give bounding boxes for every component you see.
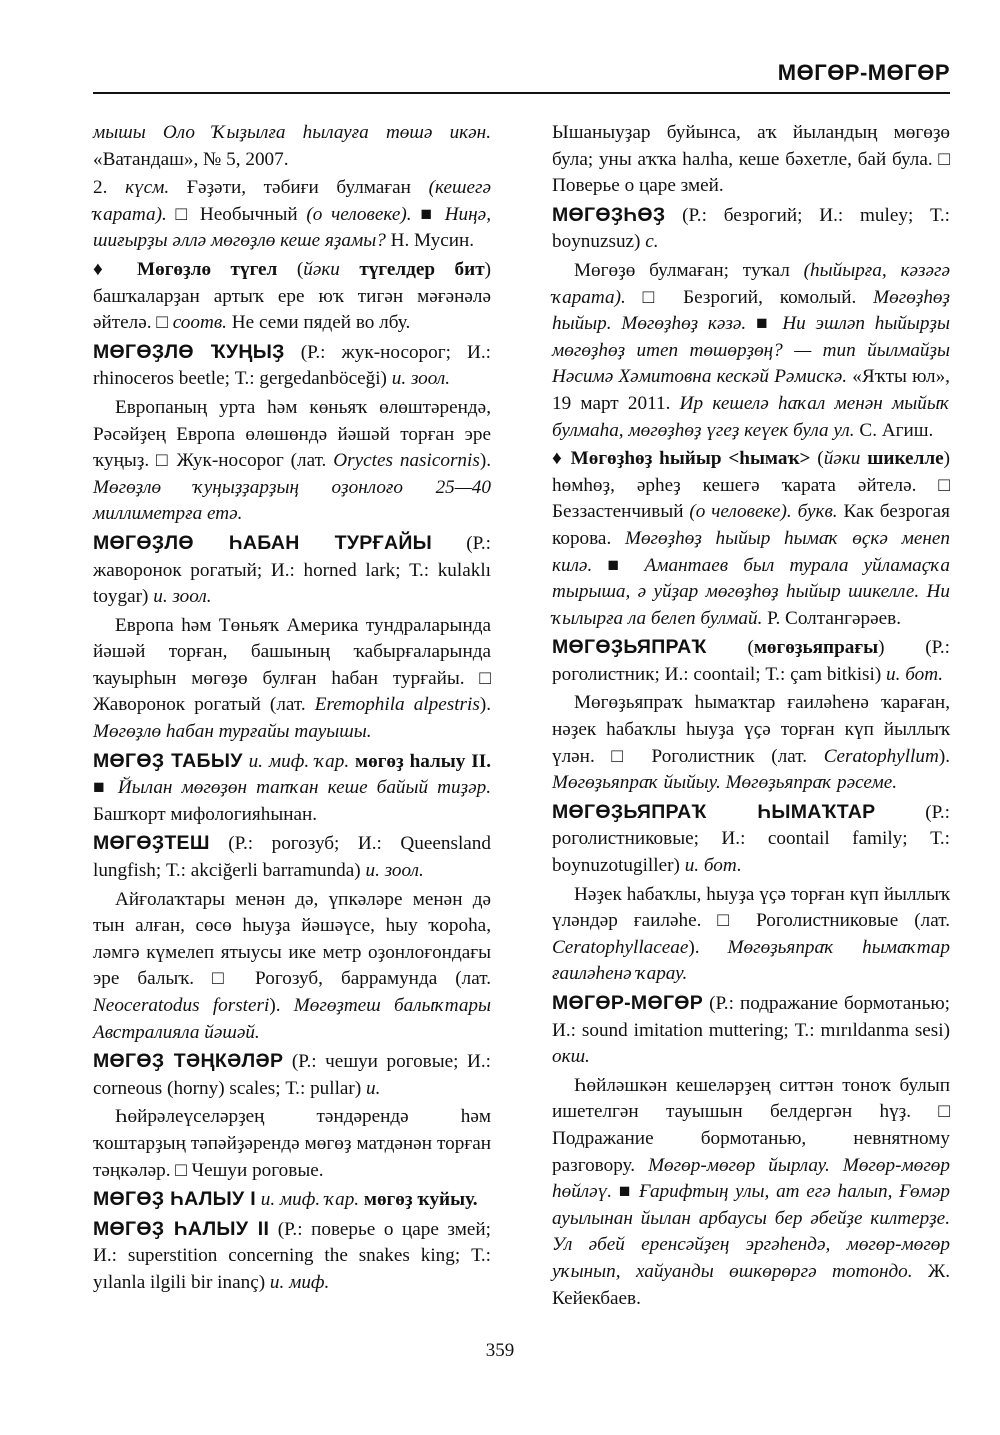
right-column-paragraph: Мөгөҙө булмаған; туҡал (һыйырға, кәзәгә ҡарата). □ Безрогий, комолый. Мөгөҙһөҙ һыйыр. Мөгөҙһөҙ кәзә. ■ Ни эшләп һыйырҙы мөгөҙһөҙ итеп төшөрҙөң? — тип йылмайҙы Нәсимә Хәмитовна кескәй Рәмискә. «Яҡты юл», 19 март 2011. Ир кешелә һаҡал менән мыйыҡ булмаһа, мөгөҙһөҙ үгеҙ кеүек була ул. С. Агиш. <box>552 259 950 441</box>
right-column-paragraph: МӨГӨҘЬЯПРАҠ (мөгөҙьяпрағы) (Р.: роголистник; И.: coontail; Т.: çam bitkisi) и. бот. <box>552 636 950 685</box>
left-column-paragraph: 2. күсм. Ғәҙәти, тәбиғи булмаған (кешегә ҡарата). □ Необычный (о человеке). ■ Ниңә, шиғырҙы әллә мөгөҙлө кеше яҙамы? Н. Мусин. <box>93 177 492 252</box>
left-column-paragraph: МӨГӨҘ ТАБЫУ и. миф. ҡар. мөгөҙ һалыу II. ■ Йылан мөгөҙөн тапҡан кеше байый тиҙәр. Башҡорт мифологияһынан. <box>93 749 492 825</box>
right-column-paragraph: МӨГӨҘЬЯПРАҠ ҺЫМАҠТАР (Р.: роголистниковые; И.: coontail family; Т.: boynuzotugiller) и. бот. <box>552 800 950 877</box>
left-column-paragraph: Айғолаҡтары менән дә, үпкәләре менән дә тын алған, сөсө һыуҙа йәшәүсе, һыу ҡороһа, ләмгә күмелеп ятыусы ике метр оҙонлоғондағы эре балыҡ. □ Рогозуб, баррамунда (лат. Neoceratodus forsteri). Мөгөҙтеш балыҡтары Австралияла йәшәй. <box>93 888 492 1043</box>
right-column-paragraph: Мөгөҙьяпраҡ һымаҡтар ғаиләһенә ҡараған, нәҙек һабаҡлы һыуҙа үҫә торған күп йыллыҡ үлән. □ Роголистник (лат. Ceratophyllum). Мөгөҙьяпраҡ йыйыу. Мөгөҙьяпраҡ рәсеме. <box>552 692 950 794</box>
right-column-paragraph: Ышаныуҙар буйынса, аҡ йыландың мөгөҙө була; уны аҡҡа һалһа, кеше бәхетле, бай була. □ Поверье о царе змей. <box>552 122 950 197</box>
page-number: 359 <box>485 1340 515 1361</box>
running-header <box>93 60 950 94</box>
right-column <box>552 120 950 1314</box>
right-column-paragraph: Нәҙек һабаҡлы, һыуҙа үҫә торған күп йыллыҡ үләндәр ғаиләһе. □ Роголистниковые (лат. Ceratophyllaceae). Мөгөҙьяпраҡ һымаҡтар ғаиләһенә ҡарау. <box>552 883 950 985</box>
right-column-paragraph: МӨГӨР-МӨГӨР (Р.: подражание бормотанью; И.: sound imitation muttering; Т.: mırıldanma sesi) окш. <box>552 992 950 1068</box>
left-column-paragraph: МӨГӨҘЛӨ ҠУҢЫҘ (Р.: жук-носорог; И.: rhinoceros beetle; Т.: gergedanböceği) и. зоол. <box>93 340 491 390</box>
left-column-paragraph: мышы Оло Ҡыҙылға һылауға төшә икән. «Ватандаш», № 5, 2007. <box>93 122 491 170</box>
left-column-paragraph: МӨГӨҘ ҺАЛЫУ II (Р.: поверье о царе змей; И.: superstition concerning the snakes king; Т.: yılanla ilgili bir inanç) и. миф. <box>93 1217 491 1293</box>
left-column-paragraph: МӨГӨҘ ҺАЛЫУ I и. миф. ҡар. мөгөҙ ҡуйыу. <box>93 1188 478 1211</box>
right-column-paragraph: Һөйләшкән кешеләрҙең ситтән тоноҡ булып ишетелгән тауышын белдергән һүҙ. □ Подражание бормотанью, невнятному разговору. Мөгөр-мөгөр йырлау. Мөгөр-мөгөр һөйләү. ■ Ғарифтың улы, ат егә һалып, Ғөмәр ауылынан йылан арбаусы бер әбейҙе килтерҙе. Ул әбей еренсәйҙең эргәһендә, мөгөр-мөгөр уҡынып, хайуанды өшкөрөргә тотондо. Ж. Кейекбаев. <box>552 1074 951 1309</box>
left-column-paragraph: МӨГӨҘТЕШ (Р.: рогозуб; И.: Queensland lungfish; Т.: akciğerli barramunda) и. зоол. <box>93 832 491 882</box>
left-column-paragraph: Европа һәм Төньяҡ Америка тундраларында йәшәй торған, башының ҡабырғаларында ҡауырһын мөгөҙө булған һабан турғайы. □ Жаворонок рогатый (лат. Eremophila alpestris). Мөгөҙлө һабан турғайы тауышы. <box>93 614 492 743</box>
right-column-paragraph: ♦ Мөгөҙһөҙ һыйыр <һымаҡ> (йәки шикелле) һөмһөҙ, әрһеҙ кешегә ҡарата әйтелә. □ Беззастенчивый (о человеке). букв. Как безрогая корова. Мөгөҙһөҙ һыйыр һымаҡ өҫкә менеп килә. ■ Амантаев был турала уйламаҫҡа тырыша, ә уйҙар мөгөҙһөҙ һыйыр шикелле. Ни ҡылырға ла белеп булмай. Р. Солтангәрәев. <box>552 448 951 629</box>
right-column-paragraph: МӨГӨҘҺӨҘ (Р.: безрогий; И.: muley; Т.: boynuzsuz) с. <box>552 203 950 253</box>
left-column-paragraph: МӨГӨҘЛӨ ҺАБАН ТУРҒАЙЫ (Р.: жаворонок рогатый; И.: horned lark; Т.: kulaklı toygar) и. зоол. <box>93 531 491 608</box>
left-column-paragraph: Европаның урта һәм көньяҡ өлөштәрендә, Рәсәйҙең Европа өлөшөндә йәшәй торған эре ҡуңыҙ. □ Жук-носорог (лат. Oryctes nasicornis). Мөгөҙлө ҡуңыҙҙарҙың оҙонлоғо 25—40 миллиметрға етә. <box>93 396 492 525</box>
left-column-paragraph: Һөйрәлеүселәрҙең тәндәрендә һәм ҡоштарҙың тәпәйҙәрендә мөгөҙ матдәнән торған тәңкәләр. □ Чешуи роговые. <box>93 1106 491 1181</box>
left-column <box>93 120 491 1299</box>
left-column-paragraph: МӨГӨҘ ТӘҢКӘЛӘР (Р.: чешуи роговые; И.: corneous (horny) scales; Т.: pullar) и. <box>93 1050 491 1099</box>
left-column-paragraph: ♦ Мөгөҙлө түгел (йәки түгелдер бит) башҡаларҙан артыҡ ере юҡ тигән мәғәнәлә әйтелә. □ соотв. Не семи пядей во лбу. <box>93 258 492 334</box>
header-title: МӨГӨР-МӨГӨР <box>777 60 950 85</box>
